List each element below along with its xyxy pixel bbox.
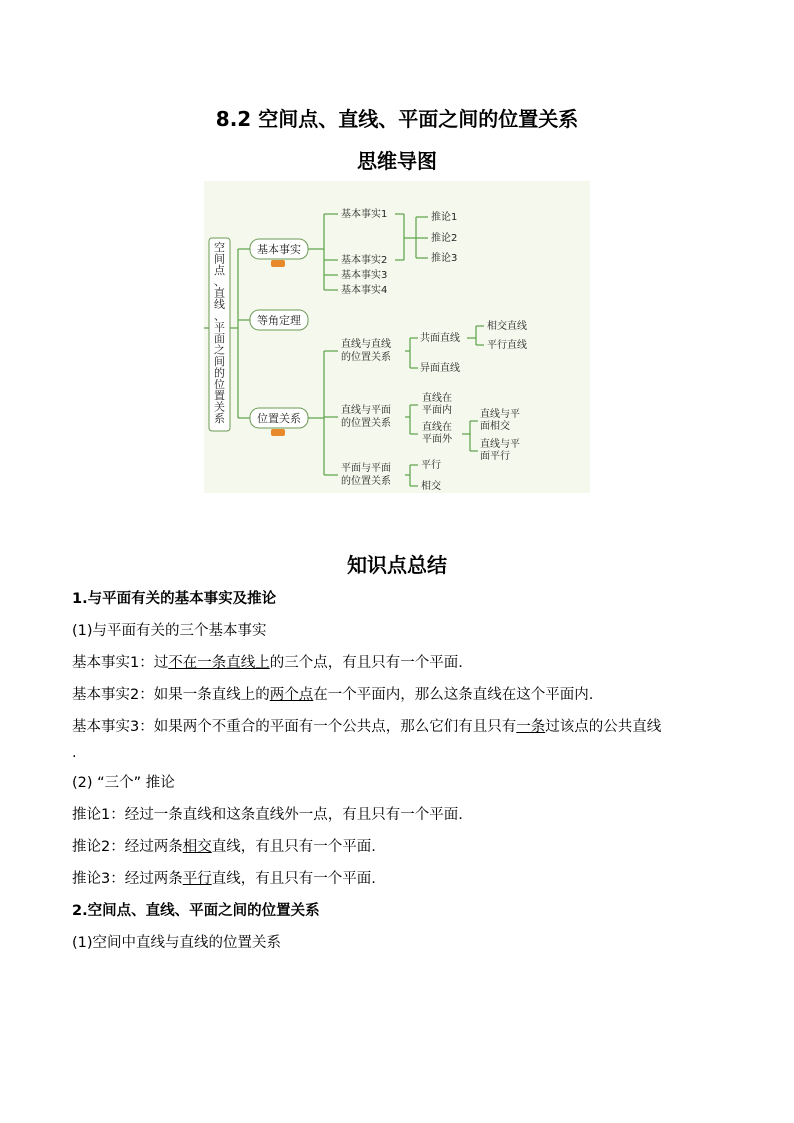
heading-2: 2.空间点、直线、平面之间的位置关系 bbox=[72, 903, 320, 919]
subheading-3: (1)空间中直线与直线的位置关系 bbox=[72, 935, 282, 951]
corollary-3: 推论3 bbox=[431, 253, 458, 264]
underlined-text: 一条 bbox=[516, 719, 546, 735]
text: 直线，有且只有一个平面. bbox=[211, 871, 376, 887]
subheading-1: (1)与平面有关的三个基本事实 bbox=[72, 623, 267, 639]
text: 过该点的公共直线 bbox=[545, 719, 662, 735]
basic-fact-3-end: . bbox=[72, 745, 77, 761]
corollary-3-text bbox=[72, 867, 732, 899]
underlined-text: 不在一条直线上 bbox=[168, 655, 270, 671]
text: 推论3：经过两条 bbox=[72, 871, 183, 887]
basic-fact-2: 基本事实2 bbox=[341, 255, 388, 266]
plane-intersect: 相交 bbox=[421, 481, 441, 492]
underlined-text: 平行 bbox=[182, 871, 212, 887]
summary-content bbox=[72, 587, 732, 963]
basic-fact-1-text bbox=[72, 651, 732, 683]
badge-icon bbox=[271, 260, 285, 267]
heading-1: 1.与平面有关的基本事实及推论 bbox=[72, 591, 277, 607]
text: 推论2：经过两条 bbox=[72, 839, 183, 855]
text: 直线，有且只有一个平面. bbox=[211, 839, 376, 855]
branch-angle-label: 等角定理 bbox=[257, 314, 301, 327]
intersecting-lines: 相交直线 bbox=[487, 321, 527, 332]
page-subtitle: 思维导图 bbox=[357, 149, 437, 173]
plane-parallel: 平行 bbox=[421, 460, 441, 471]
line-in-plane: 直线在平面内 bbox=[422, 393, 452, 416]
skew-lines: 异面直线 bbox=[420, 363, 460, 374]
text: 基本事实1：过 bbox=[72, 655, 169, 671]
coplanar-lines: 共面直线 bbox=[420, 333, 460, 344]
mind-map bbox=[204, 181, 590, 493]
root-node-label: 空间点、直线、平面之间的位置关系 bbox=[214, 241, 225, 425]
underlined-text: 相交 bbox=[182, 839, 212, 855]
badge-icon bbox=[271, 429, 285, 436]
line-line-relation: 直线与直线的位置关系 bbox=[341, 339, 391, 363]
section-title: 知识点总结 bbox=[347, 553, 447, 577]
text: 基本事实3：如果两个不重合的平面有一个公共点，那么它们有且只有 bbox=[72, 719, 517, 735]
text: 的三个点，有且只有一个平面. bbox=[269, 655, 463, 671]
plane-plane-relation: 平面与平面的位置关系 bbox=[341, 463, 391, 487]
line-plane-parallel: 直线与平面平行 bbox=[480, 439, 520, 462]
line-plane-relation: 直线与平面的位置关系 bbox=[341, 405, 391, 429]
corollary-1-text: 推论1：经过一条直线和这条直线外一点，有且只有一个平面. bbox=[72, 807, 463, 823]
mind-map-background bbox=[204, 181, 590, 493]
corollary-2-text bbox=[72, 835, 732, 867]
basic-fact-3: 基本事实3 bbox=[341, 270, 388, 281]
parallel-lines: 平行直线 bbox=[487, 340, 527, 351]
subheading-2: (2) “三个” 推论 bbox=[72, 775, 175, 791]
text: 在一个平面内，那么这条直线在这个平面内. bbox=[313, 687, 594, 703]
basic-fact-1: 基本事实1 bbox=[341, 209, 388, 220]
underlined-text: 两个点 bbox=[269, 687, 314, 703]
page-title: 8.2 空间点、直线、平面之间的位置关系 bbox=[215, 107, 579, 131]
branch-basic-label: 基本事实 bbox=[257, 243, 301, 256]
corollary-2: 推论2 bbox=[431, 233, 458, 244]
basic-fact-2-text bbox=[72, 683, 732, 715]
line-out-of-plane: 直线在平面外 bbox=[422, 422, 452, 445]
text: 基本事实2：如果一条直线上的 bbox=[72, 687, 270, 703]
corollary-1: 推论1 bbox=[431, 212, 458, 223]
branch-position-label: 位置关系 bbox=[257, 412, 301, 425]
basic-fact-4: 基本事实4 bbox=[341, 285, 388, 296]
basic-fact-3-text bbox=[72, 715, 732, 747]
line-plane-intersect: 直线与平面相交 bbox=[480, 409, 520, 432]
